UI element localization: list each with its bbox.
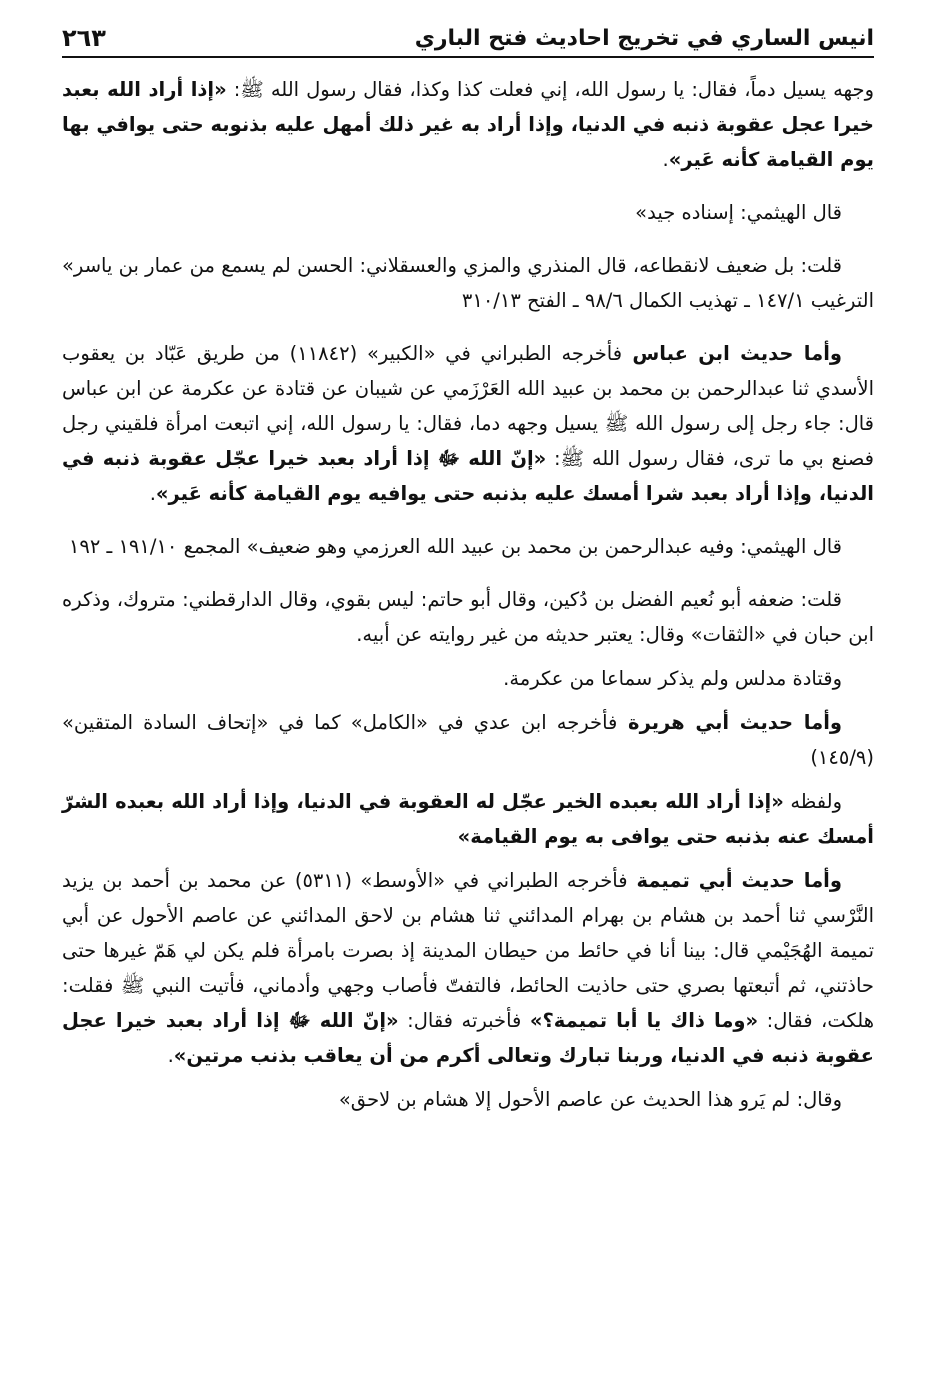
text-run: وقال: لم يَرو هذا الحديث عن عاصم الأحول إلا هشام بن لاحق»: [338, 1088, 842, 1111]
text-run: قال الهيثمي: إسناده جيد»: [635, 201, 842, 224]
text-run: قلت: بل ضعيف لانقطاعه، قال المنذري والمزي والعسقلاني: الحسن لم يسمع من عمار بن ياسر» الترغيب ١٤٧/١ ـ تهذيب الكمال ٩٨/٦ ـ الفتح ٣١٠/١٣: [62, 254, 874, 312]
bold-text-run: «إذا أراد الله بعبد خيرا عجل عقوبة ذنبه في الدنيا، وإذا أراد به غير ذلك أمهل عليه بذنوبه حتى يوافي بها يوم القيامة كأنه عَير»: [62, 78, 874, 171]
text-run: .: [662, 148, 669, 171]
paragraph-abu-tamima: [62, 863, 874, 1073]
paragraph-haythami-comment: [62, 529, 874, 564]
text-run: قلت: ضعفه أبو نُعيم الفضل بن دُكين، وقال أبو حاتم: ليس بقوي، وقال الدارقطني: متروك، وذكره ابن حبان في «الثقات» وقال: يعتبر حديثه من غير روايته عن أبيه.: [62, 588, 874, 646]
paragraph-narrator-criticism: [62, 582, 874, 652]
running-header: [62, 22, 874, 58]
bold-text-run: «إنّ الله ﷻ إذا أراد بعبد خيرا عجل عقوبة ذنبه في الدنيا، وربنا تبارك وتعالى أكرم من أن يعاقب بذنب مرتين»: [62, 1009, 874, 1067]
page-number: ٢٦٣: [62, 24, 106, 52]
paragraph-qatada-note: [62, 661, 874, 696]
bold-text-run: «إذا أراد الله بعبده الخير عجّل له العقوبة في الدنيا، وإذا أراد الله بعبده الشرّ أمسك عنه بذنبه حتى يوافى به يوم القيامة»: [62, 790, 874, 848]
paragraph-tabarani-note: [62, 1082, 874, 1117]
text-run: .: [167, 1044, 174, 1067]
text-run: قال الهيثمي: وفيه عبدالرحمن بن محمد بن عبيد الله العرزمي وهو ضعيف» المجمع ١٩١/١٠ ـ ١٩٢: [68, 535, 842, 558]
bold-text-run: «وما ذاك يا أبا تميمة؟»: [529, 1009, 759, 1032]
text-run: فأخرجه الطبراني في «الأوسط» (٥٣١١) عن محمد بن أحمد بن يزيد النَّرْسي ثنا أحمد بن هشام بن بهرام المدائني ثنا هشام بن لاحق المدائني عن عاصم الأحول عن أبي تميمة الهُجَيْمي قال: بينا أنا في حائط من حيطان المدينة إذ بصرت بامرأة فلم يكن لي هَمّ غيرها حتى حاذتني، ثم أتبعتها بصري حتى حاذيت الحائط، فالتفتّ فأصاب وجهي وأدماني، فأتيت النبي ﷺ فقلت: هلكت، فقال:: [62, 869, 874, 1032]
bold-text-run: «إنّ الله ﷻ إذا أراد بعبد خيرا عجّل عقوبة ذنبه في الدنيا، وإذا أراد بعبد شرا أمسك عليه بذنبه حتى يوافيه يوم القيامة كأنه عَير»: [62, 447, 874, 505]
text-run: فأخبرته فقال:: [398, 1009, 530, 1032]
paragraph-abu-hurayra: [62, 705, 874, 775]
paragraph-hadith-ammar-text: [62, 72, 874, 177]
text-run: .: [149, 482, 156, 505]
book-title: انيس الساري في تخريج احاديث فتح الباري: [414, 26, 874, 51]
paragraph-ibn-abbas: [62, 336, 874, 511]
text-run: فأخرجه الطبراني في «الكبير» (١١٨٤٢) من طريق عَبّاد بن يعقوب الأسدي ثنا عبدالرحمن بن محمد بن عبيد الله العَرْزَمي عن شيبان عن قتادة عن عكرمة عن ابن عباس قال: جاء رجل إلى رسول الله ﷺ يسيل وجهه دما، فقال: يا رسول الله، إني اتبعت امرأة فلقيني رجل فصنع بي ما ترى، فقال رسول الله ﷺ:: [62, 342, 874, 470]
text-run: فأخرجه ابن عدي في «الكامل» كما في «إتحاف السادة المتقين» (١٤٥/٩): [62, 711, 874, 769]
paragraph-abu-hurayra-wording: [62, 784, 874, 854]
document-page: [62, 22, 874, 1362]
text-run: وجهه يسيل دماً، فقال: يا رسول الله، إني فعلت كذا وكذا، فقال رسول الله ﷺ:: [226, 78, 874, 101]
text-run: وقتادة مدلس ولم يذكر سماعا من عكرمة.: [503, 667, 842, 690]
text-run: ولفظه: [783, 790, 842, 813]
bold-text-run: وأما حديث أبي تميمة: [627, 869, 842, 892]
bold-text-run: وأما حديث أبي هريرة: [617, 711, 842, 734]
bold-text-run: وأما حديث ابن عباس: [622, 342, 843, 365]
paragraph-author-comment: [62, 248, 874, 318]
page-body: [62, 72, 874, 1117]
paragraph-haythami-grade: [62, 195, 874, 230]
